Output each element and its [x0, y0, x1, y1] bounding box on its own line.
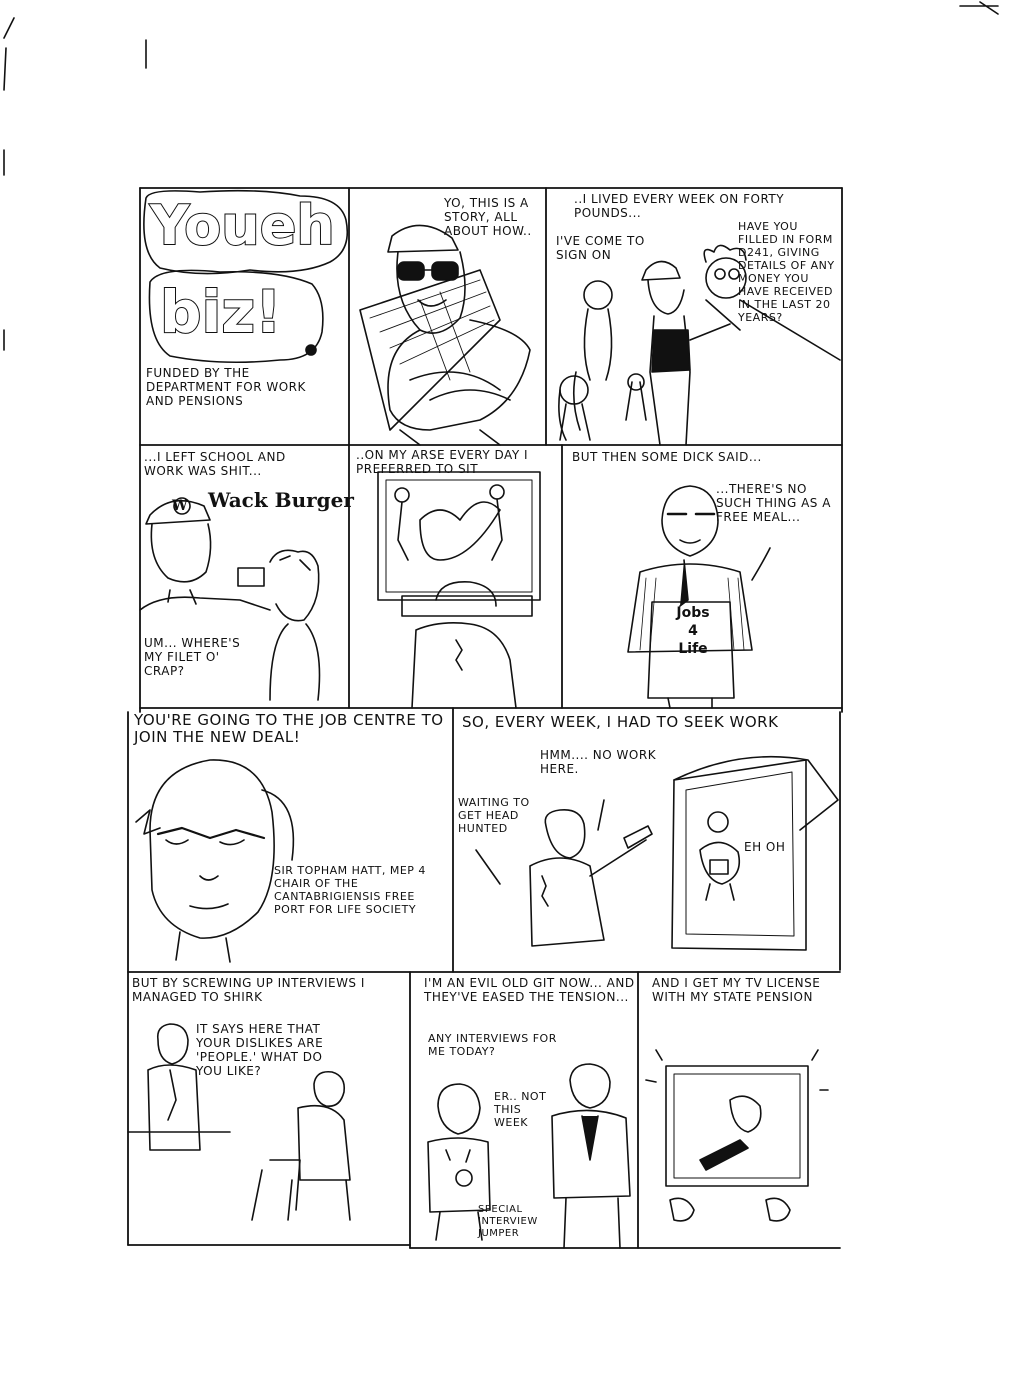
panel5-caption: ..ON MY ARSE EVERY DAY I PREFERRED TO SIT: [356, 448, 529, 476]
panel10-label: SPECIAL INTERVIEW JUMPER: [478, 1204, 538, 1239]
panel3-caption: ..I LIVED EVERY WEEK ON FORTY POUNDS...: [574, 192, 785, 220]
rapper-figure: [360, 225, 530, 445]
tv-speech: EH OH: [744, 840, 786, 854]
panel7-label: SIR TOPHAM HATT, MEP 4 CHAIR OF THE CANTABRIGIENSIS FREE PORT FOR LIFE SOCIETY: [274, 864, 426, 916]
biz-logo-text: biz!: [160, 278, 282, 346]
panel10-speech-clerk: ER.. NOT THIS WEEK: [494, 1090, 547, 1129]
sir-topham-hatt-scene: [136, 760, 293, 962]
pension-tv-scene: [646, 1050, 828, 1221]
panel9-speech: IT SAYS HERE THAT YOUR DISLIKES ARE 'PEOPLE.' WHAT DO YOU LIKE?: [196, 1022, 324, 1078]
cap-logo: W: [172, 498, 188, 514]
panel4-speech: UM... WHERE'S MY FILET O' CRAP?: [144, 636, 241, 678]
panel1-caption: FUNDED BY THE DEPARTMENT FOR WORK AND PENSIONS: [146, 366, 306, 408]
panel9-caption: BUT BY SCREWING UP INTERVIEWS I MANAGED TO SHIRK: [132, 976, 365, 1004]
panel10-caption: I'M AN EVIL OLD GIT NOW... AND THEY'VE EASED THE TENSION...: [424, 976, 635, 1004]
panel7-caption: YOU'RE GOING TO THE JOB CENTRE TO JOIN THE NEW DEAL!: [134, 711, 444, 746]
panel4-caption: ...I LEFT SCHOOL AND WORK WAS SHIT...: [144, 450, 286, 478]
panel6-caption: BUT THEN SOME DICK SAID...: [572, 450, 762, 464]
panel3-speech-youth: I'VE COME TO SIGN ON: [556, 234, 645, 262]
jobs-4-life-apron: Jobs 4 Life: [676, 605, 710, 657]
youth-logo-text: Youeh: [150, 194, 335, 257]
panel6-speech: ...THERE'S NO SUCH THING AS A FREE MEAL...: [716, 482, 831, 524]
panel8-caption: SO, EVERY WEEK, I HAD TO SEEK WORK: [462, 713, 779, 731]
wack-burger-sign: Wack Burger: [208, 488, 354, 512]
panel10-speech-old: ANY INTERVIEWS FOR ME TODAY?: [428, 1032, 557, 1058]
panel8-label: WAITING TO GET HEAD HUNTED: [458, 796, 530, 835]
panel2-speech: YO, THIS IS A STORY, ALL ABOUT HOW..: [444, 196, 532, 238]
panel11-caption: AND I GET MY TV LICENSE WITH MY STATE PENSION: [652, 976, 821, 1004]
tv-watching-scene: [378, 472, 540, 708]
panel3-speech-clerk: HAVE YOU FILLED IN FORM D241, GIVING DETAILS OF ANY MONEY YOU HAVE RECEIVED IN THE LAST 20 YEARS?: [738, 220, 835, 324]
panel8-speech: HMM.... NO WORK HERE.: [540, 748, 657, 776]
